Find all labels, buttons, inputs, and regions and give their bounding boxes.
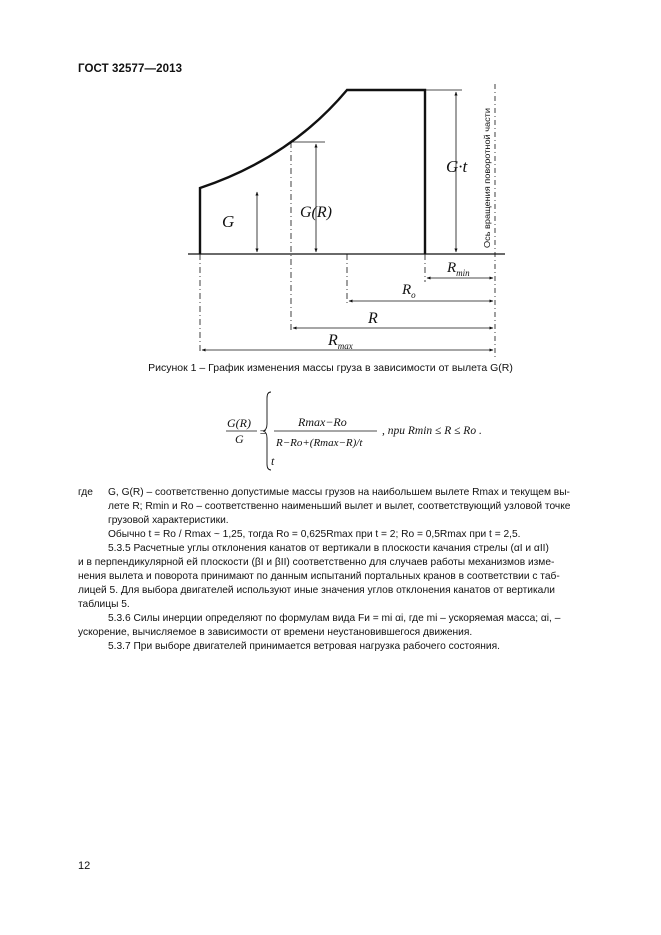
where-label: где <box>78 487 93 498</box>
where-line-3: грузовой характеристики. <box>108 515 229 526</box>
label-r: R <box>368 310 378 327</box>
usually-line: Обычно t = Ro / Rmax ~ 1,25, тогда Ro = 0,625Rmax при t = 2; Ro = 0,5Rmax при t = 2,5. <box>108 529 521 540</box>
svg-text:G: G <box>235 432 244 446</box>
label-gt: G·t <box>446 157 468 176</box>
load-chart-figure <box>0 0 661 370</box>
p535-line-2: и в перпендикулярной ей плоскости (βI и βII) соответственно для случаев работы механизмов изме- <box>78 557 555 568</box>
p537-line-1: 5.3.7 При выборе двигателей принимается ветровая нагрузка рабочего состояния. <box>108 641 500 652</box>
svg-text:, при Rmin ≤ R ≤ Ro .: , при Rmin ≤ R ≤ Ro . <box>382 425 482 437</box>
p536-line-2: ускорение, вычисляемое в зависимости от времени неустановившегося движения. <box>78 627 473 638</box>
svg-text:R−Ro+(Rmax−R)/t: R−Ro+(Rmax−R)/t <box>276 437 363 449</box>
p536-line-1: 5.3.6 Силы инерции определяют по формулам вида Fи = mi αi, где mi – ускоряемая масса; αi, – <box>108 613 561 624</box>
p535-line-5: таблицы 5. <box>78 599 130 610</box>
p535-line-1: 5.3.5 Расчетные углы отклонения канатов от вертикали в плоскости качания стрелы (αI и αII) <box>108 543 549 554</box>
label-ro: $R_o$ <box>402 282 416 300</box>
svg-text:=: = <box>259 425 268 439</box>
svg-text:t: t <box>271 454 275 468</box>
p535-line-4: лицей 5. Для выбора двигателей используют иные значения углов отклонения канатов от вертикали <box>78 585 555 596</box>
label-g: G <box>222 212 235 231</box>
rotation-axis-label: Ось вращения поворотной части <box>482 108 492 248</box>
page-number: 12 <box>78 860 91 872</box>
svg-text:G(R): G(R) <box>227 416 251 430</box>
where-line-1: G, G(R) – соответственно допустимые массы грузов на наибольшем вылете Rmax и текущем вы- <box>108 487 570 498</box>
p535-line-3: нения вылета и поворота принимают по данным испытаний портальных кранов в соответствии с таб- <box>78 571 560 582</box>
label-rmax: $R_{max}$ <box>328 332 353 351</box>
svg-text:Rmax−Ro: Rmax−Ro <box>298 415 347 429</box>
label-rmin: $R_{min}$ <box>447 260 470 278</box>
label-gr: G(R) <box>300 204 332 221</box>
where-line-2: лете R; Rmin и Ro – соответственно наименьший вылет и вылет, соответствующий узловой точке <box>108 501 571 512</box>
document-header: ГОСТ 32577—2013 <box>78 63 183 75</box>
figure-caption: Рисунок 1 – График изменения массы груза в зависимости от вылета G(R) <box>148 362 513 374</box>
load-formula <box>0 388 661 478</box>
